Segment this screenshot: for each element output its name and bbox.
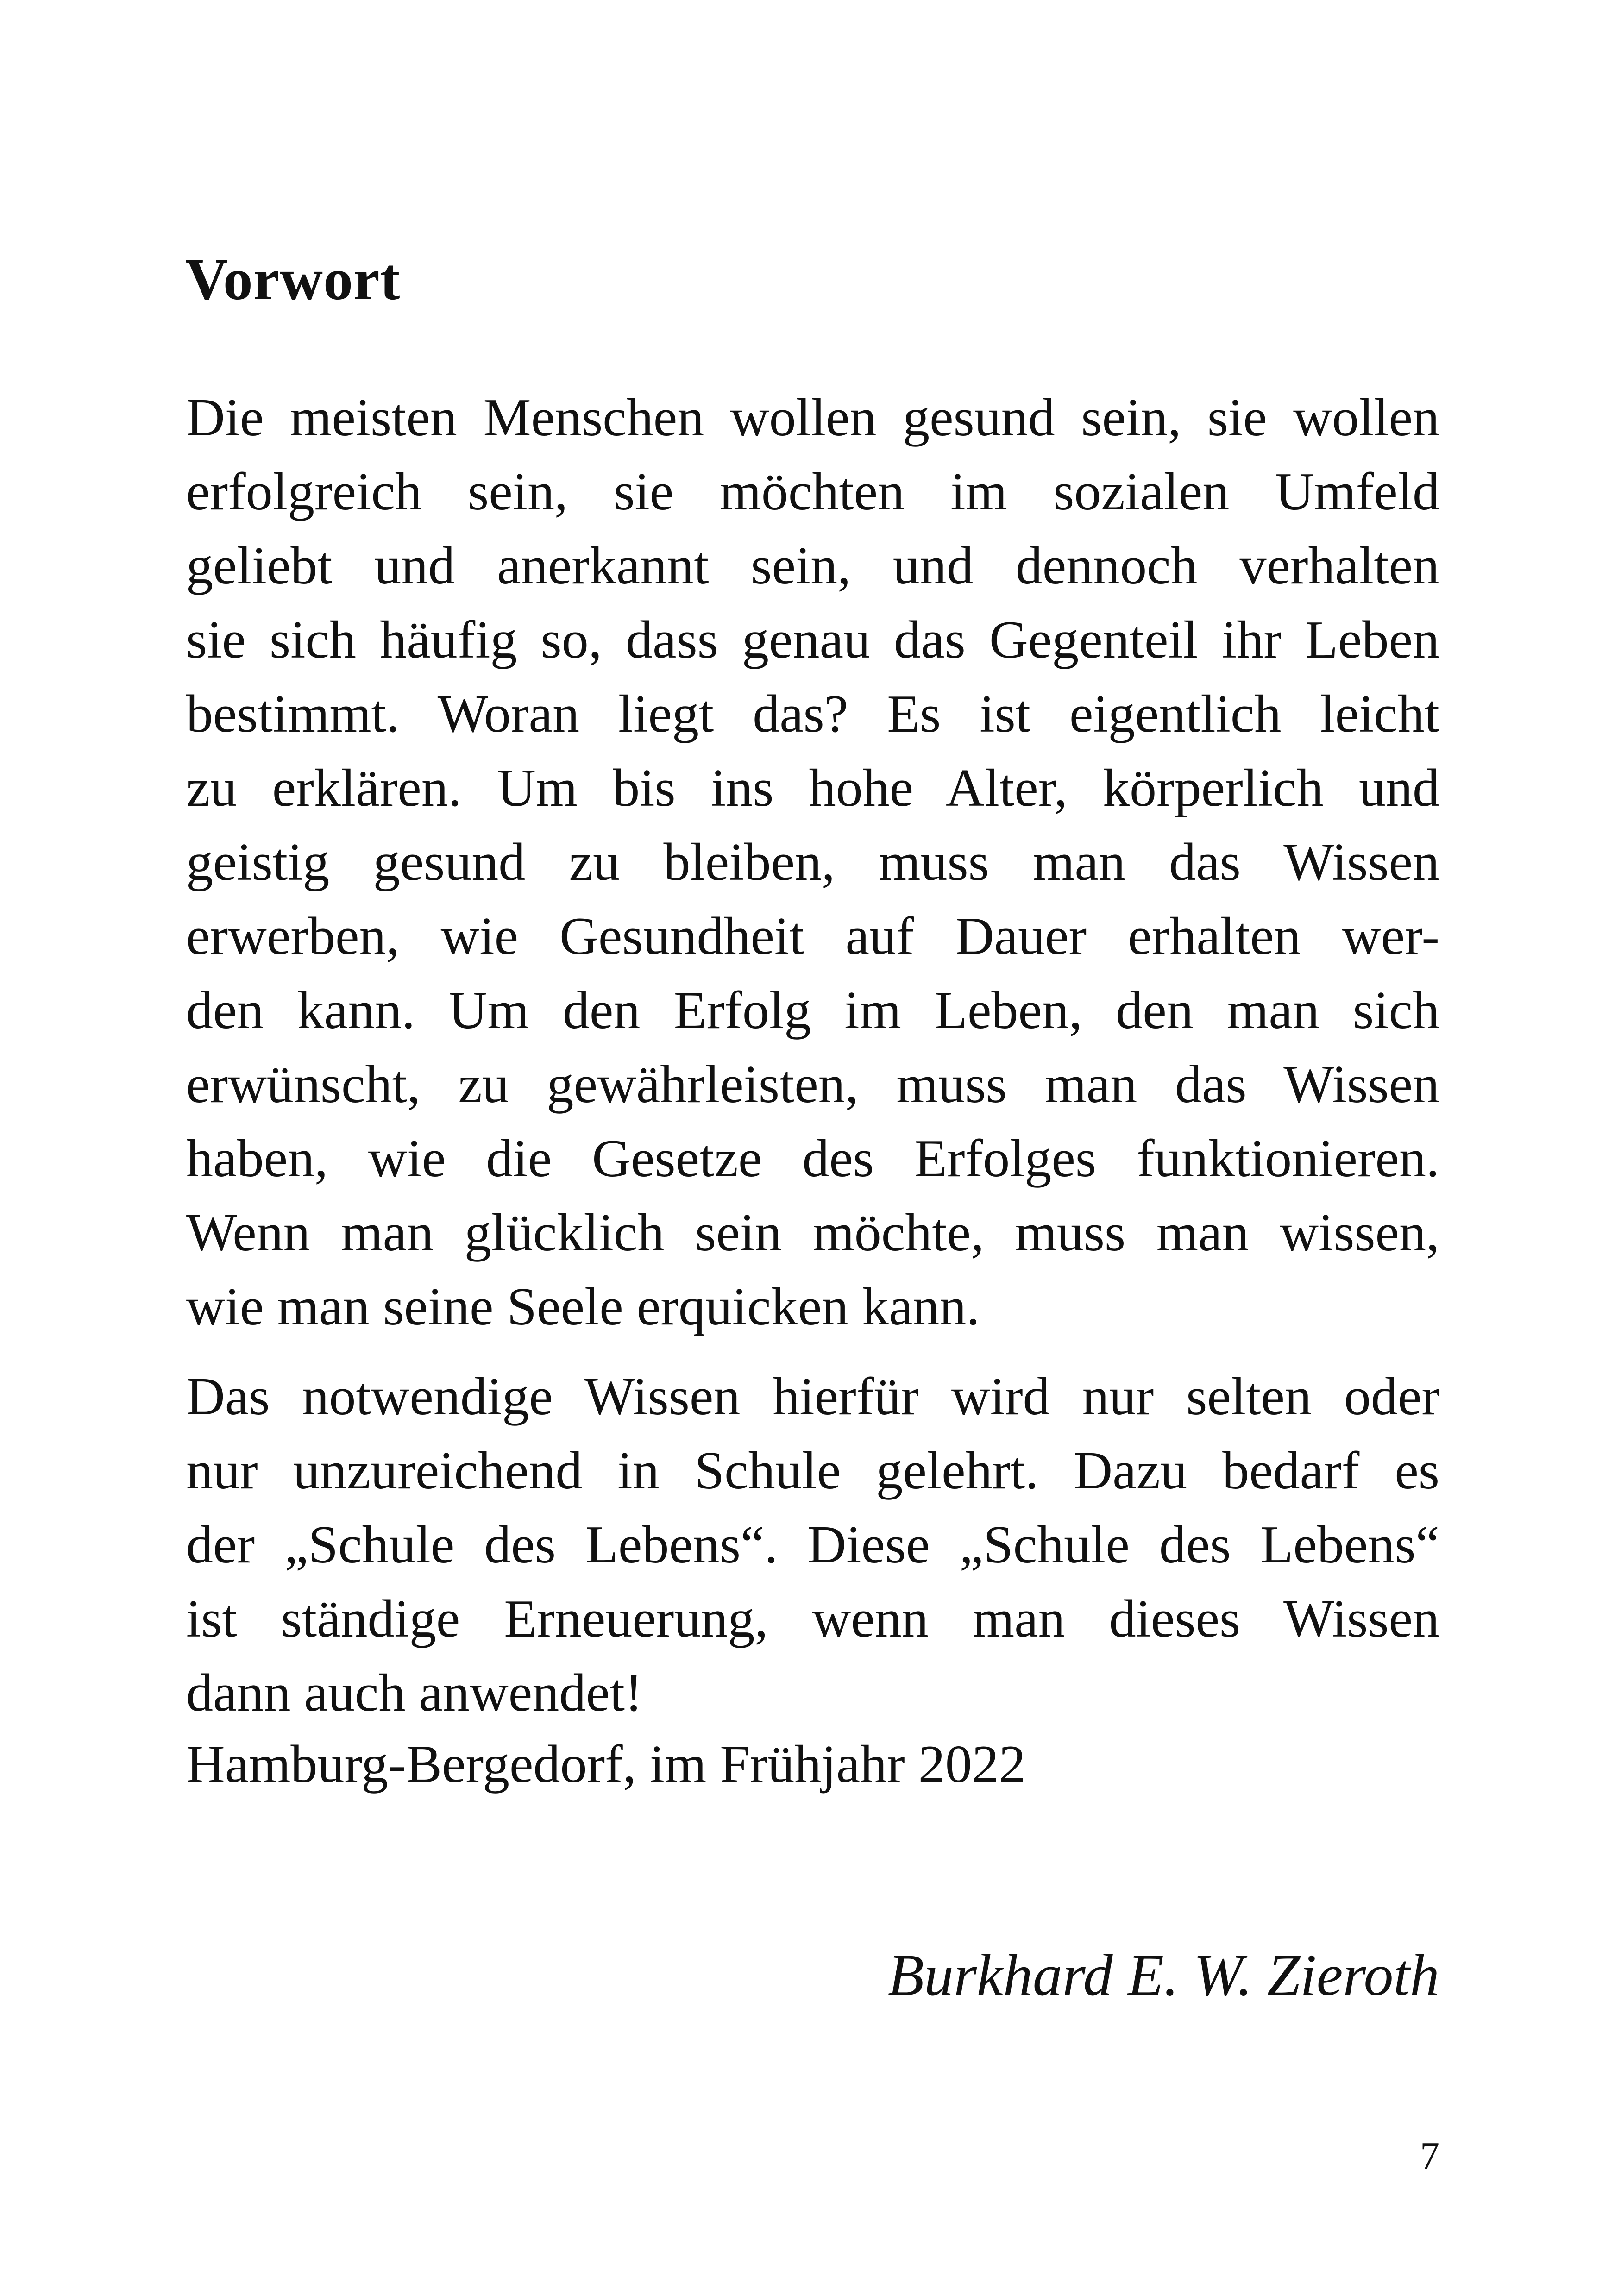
author-signature: Burkhard E. W. Zieroth xyxy=(887,1942,1439,2008)
text-line: erfolgreich sein, sie möchten im sozialen Umfeld xyxy=(186,462,1439,521)
place-date-line: Hamburg-Bergedorf, im Frühjahr 2022 xyxy=(186,1735,1026,1794)
text-line: ist ständige Erneuerung, wenn man dieses Wissen xyxy=(186,1589,1439,1649)
text-line: sie sich häufig so, dass genau das Gegenteil ihr Leben xyxy=(186,610,1439,670)
text-line: zu erklären. Um bis ins hohe Alter, körperlich und xyxy=(186,759,1439,818)
text-line: geliebt und anerkannt sein, und dennoch verhalten xyxy=(186,536,1439,596)
page-number: 7 xyxy=(1420,2134,1439,2177)
text-line: der „Schule des Lebens“. Diese „Schule des Lebens“ xyxy=(186,1515,1439,1575)
text-line: Wenn man glücklich sein möchte, muss man wissen, xyxy=(186,1203,1439,1262)
text-line: erwünscht, zu gewährleisten, muss man das Wissen xyxy=(186,1055,1439,1114)
text-line: Das notwendige Wissen hierfür wird nur selten oder xyxy=(186,1367,1439,1426)
text-line: bestimmt. Woran liegt das? Es ist eigentlich leicht xyxy=(186,684,1439,744)
paragraph-1 xyxy=(186,381,1439,1344)
text-line: nur unzureichend in Schule gelehrt. Dazu bedarf es xyxy=(186,1441,1439,1500)
text-line: den kann. Um den Erfolg im Leben, den man sich xyxy=(186,981,1439,1040)
page-title: Vorwort xyxy=(185,246,401,312)
paragraph-2 xyxy=(186,1360,1439,1730)
text-line: wie man seine Seele erquicken kann. xyxy=(186,1277,980,1336)
text-line: dann auch anwendet! xyxy=(186,1663,643,1723)
place-date xyxy=(186,1727,1439,1801)
text-line: Die meisten Menschen wollen gesund sein, sie wollen xyxy=(186,388,1439,447)
text-line: erwerben, wie Gesundheit auf Dauer erhalten wer- xyxy=(186,907,1439,966)
text-line: haben, wie die Gesetze des Erfolges funktionieren. xyxy=(186,1129,1439,1188)
text-line: geistig gesund zu bleiben, muss man das Wissen xyxy=(186,833,1439,892)
